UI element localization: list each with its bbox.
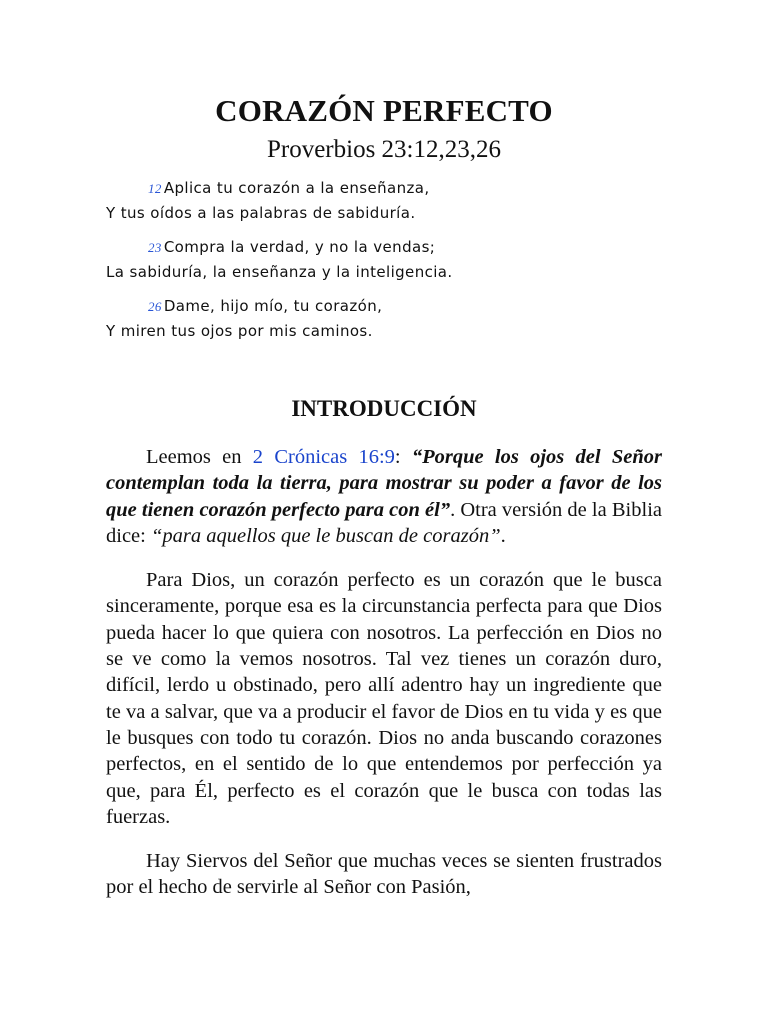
verse-line: Y tus oídos a las palabras de sabiduría. xyxy=(106,204,416,222)
alternate-version-quote: “para aquellos que le buscan de corazón” xyxy=(150,524,501,547)
verse-item xyxy=(106,294,666,343)
scripture-link[interactable]: 2 Crónicas 16:9 xyxy=(252,446,395,468)
paragraph: Hay Siervos del Señor que muchas veces se sienten frustrados por el hecho de servirle al Señor con Pasión, xyxy=(106,850,662,899)
verse-line: Dame, hijo mío, tu corazón, xyxy=(163,297,383,315)
verse-line: Compra la verdad, y no la vendas; xyxy=(163,238,436,256)
verse-item xyxy=(106,176,666,225)
verse-number: 12 xyxy=(148,181,162,196)
verse-line: Aplica tu corazón a la enseñanza, xyxy=(163,179,430,197)
paragraph: Para Dios, un corazón perfecto es un corazón que le busca sinceramente, porque esa es la circunstancia perfecta para que Dios pueda hacer lo que quiera con nosotros. La perfección en Dios no se ve como la vemos nosotros. Tal vez tienes un corazón duro, difícil, lerdo u obstinado, pero allí adentro hay un ingrediente que te va a salvar, que va a producir el favor de Dios en tu vida y es que le busques con todo tu corazón. Dios no anda buscando corazones perfectos, en el sentido de lo que entendemos por perfección ya que, para Él, perfecto es el corazón que le busca con todas las fuerzas. xyxy=(106,569,662,828)
paragraph-middle: . Otra versión de la Biblia dice: xyxy=(106,498,662,547)
scripture-quote: “Porque los ojos del Señor contemplan toda la tierra, para mostrar su poder a favor de los que tienen corazón perfecto para con él” xyxy=(106,446,662,521)
body-text xyxy=(106,444,662,919)
paragraph-lead: Leemos en xyxy=(146,446,253,468)
verse-item xyxy=(106,235,666,284)
verse-number: 23 xyxy=(148,240,162,255)
section-heading: INTRODUCCIÓN xyxy=(291,396,477,421)
verse-line: Y miren tus ojos por mis caminos. xyxy=(106,322,373,340)
paragraph xyxy=(106,444,662,549)
verse-number: 26 xyxy=(148,299,162,314)
paragraph-end: . xyxy=(500,524,506,547)
verse-list xyxy=(106,176,666,353)
verse-line: La sabiduría, la enseñanza y la inteligencia. xyxy=(106,263,453,281)
scripture-reference-subtitle: Proverbios 23:12,23,26 xyxy=(266,136,502,163)
paragraph-colon: : xyxy=(394,446,412,468)
page-title: CORAZÓN PERFECTO xyxy=(215,93,553,128)
